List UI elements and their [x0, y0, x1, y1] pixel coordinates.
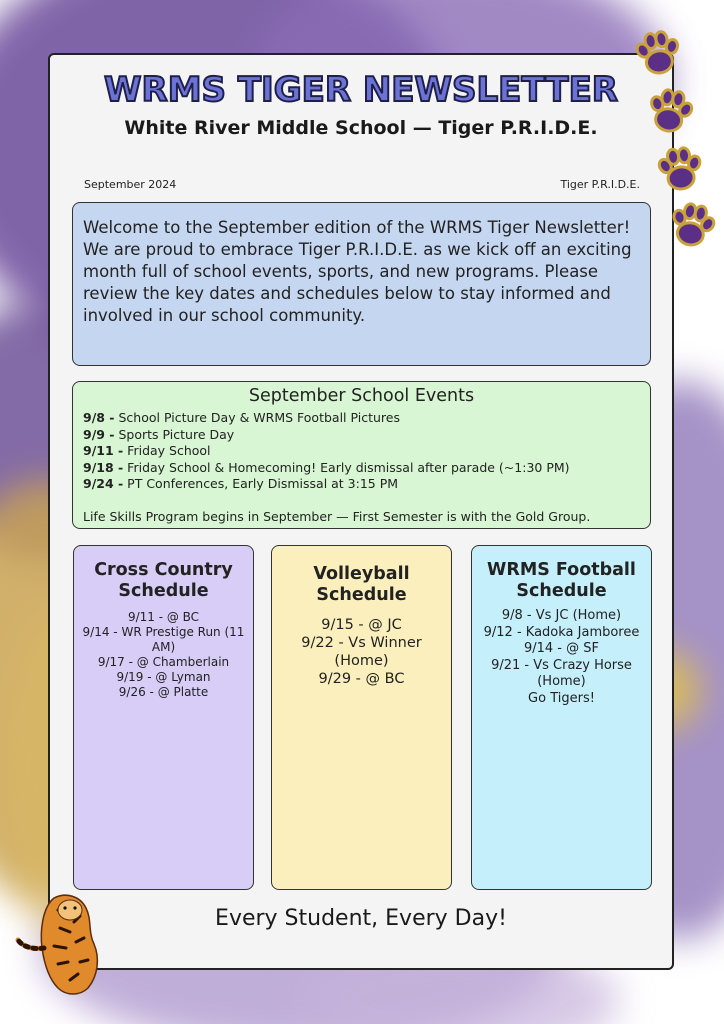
schedule-item: 9/8 - Vs JC (Home) [501, 608, 622, 623]
schedule-item: 9/17 - @ Chamberlain [97, 655, 230, 669]
paw-print-icon [667, 200, 719, 249]
cross-country-schedule-card [73, 545, 254, 890]
card-title [272, 564, 451, 606]
event-date: 9/8 - [83, 410, 115, 425]
events-box [72, 381, 651, 529]
issue-date: September 2024 [84, 178, 177, 191]
schedule-item: 9/21 - Vs Crazy Horse [491, 657, 632, 673]
schedule-item: 9/11 - @ BC [127, 610, 200, 624]
event-item [83, 476, 640, 493]
card-title [74, 560, 253, 602]
paw-print-icon [633, 29, 684, 77]
card-title-line: Schedule [118, 581, 209, 601]
event-text: Sports Picture Day [114, 426, 235, 442]
event-text: PT Conferences, Early Dismissal at 3:15 PM [123, 476, 399, 491]
paw-prints [626, 20, 724, 260]
schedule-item: 9/15 - @ JC [321, 617, 402, 633]
event-text: School Picture Day & WRMS Football Pictures [114, 410, 400, 425]
newsletter-subtitle: White River Middle School — Tiger P.R.I.D.E. [124, 117, 598, 139]
event-date: 9/24 - [83, 476, 124, 491]
event-item [83, 460, 640, 477]
event-date: 9/11 - [83, 443, 124, 458]
schedule-item: (Home) [537, 674, 586, 689]
card-title-line: Schedule [316, 585, 407, 605]
schedule-item: 9/12 - Kadoka Jamboree [483, 624, 640, 640]
schedule-item: Go Tigers! [528, 690, 595, 706]
event-text: Friday School & Homecoming! Early dismissal after parade (~1:30 PM) [123, 459, 570, 475]
paw-print-icon [645, 87, 696, 135]
card-title-line: Cross Country [94, 560, 233, 580]
events-note: Life Skills Program begins in September — First Semester is with the Gold Group. [83, 508, 591, 524]
card-title-line: Schedule [516, 581, 607, 601]
welcome-box [72, 202, 651, 366]
issue-tagline: Tiger P.R.I.D.E. [560, 178, 640, 191]
schedule-item: 9/19 - @ Lyman [116, 670, 211, 684]
footer-slogan: Every Student, Every Day! [215, 906, 507, 931]
schedule-item: 9/29 - @ BC [318, 671, 405, 687]
event-item [83, 443, 640, 460]
tiger-illustration [14, 888, 110, 998]
event-item [83, 410, 640, 427]
volleyball-schedule-card [271, 545, 452, 890]
card-title-line: Volleyball [313, 564, 410, 584]
paw-print-icon [655, 146, 705, 192]
card-title [472, 560, 651, 602]
event-date: 9/18 - [83, 459, 124, 475]
card-title-line: WRMS Football [487, 560, 636, 580]
event-text: Friday School [123, 443, 211, 458]
schedule-item: 9/14 - @ SF [523, 641, 599, 656]
welcome-text: Welcome to the September edition of the WRMS Tiger Newsletter! We are proud to embrace Tiger P.R.I.D.E. as we kick off an exciting month full of school events, sports, and new programs. Please review the key dates and schedules below to stay informed and involved in our school community. [83, 218, 632, 325]
schedule-item: 9/22 - Vs Winner (Home) [301, 635, 422, 669]
events-title: September School Events [248, 386, 475, 406]
football-schedule-card [471, 545, 652, 890]
event-date: 9/9 - [83, 426, 115, 442]
newsletter-title: WRMS TIGER NEWSLETTER [104, 70, 618, 110]
schedule-item: 9/26 - @ Platte [118, 685, 209, 699]
schedule-item: 9/14 - WR Prestige Run (11 AM) [82, 625, 245, 654]
event-item [83, 427, 640, 444]
